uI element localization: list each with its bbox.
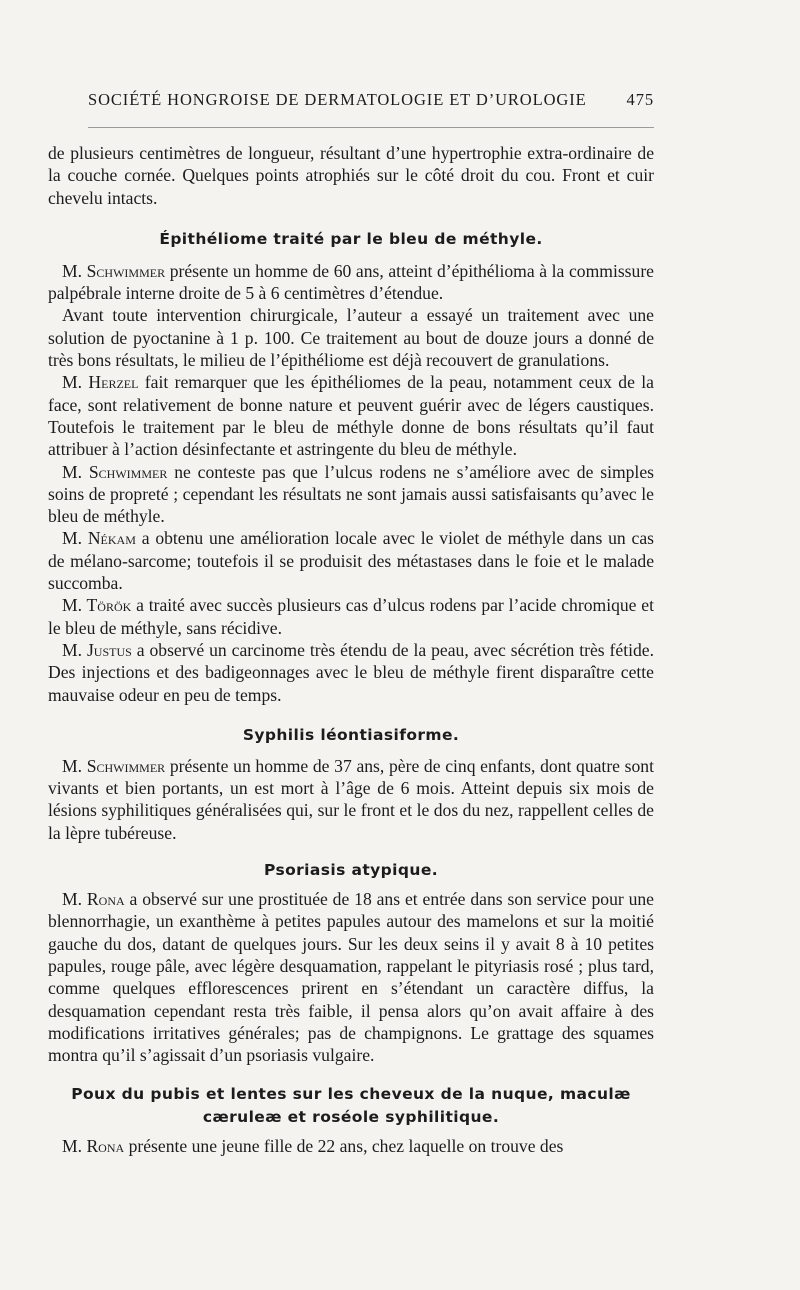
- paragraph: [48, 371, 654, 460]
- speaker-name: M. Schwimmer: [62, 755, 166, 776]
- section-heading: Psoriasis atypique.: [263, 861, 439, 880]
- paragraph: de plusieurs centimètres de longueur, résultant d’une hypertrophie extra-ordinaire de la couche cornée. Quelques points atrophiés sur le côté droit du cou. Front et cuir chevelu intacts.: [48, 143, 654, 208]
- paragraph: [48, 260, 654, 305]
- speaker-name: M. Justus: [62, 639, 132, 660]
- paragraph: [48, 888, 654, 1066]
- paragraph: [48, 527, 654, 594]
- section-heading: [48, 1083, 654, 1128]
- speaker-name: M. Rona: [62, 1136, 125, 1157]
- running-title: SOCIÉTÉ HONGROISE DE DERMATOLOGIE ET D’UROLOGIE: [88, 90, 587, 109]
- section-heading-line: Poux du pubis et lentes sur les cheveux de la nuque, maculæ: [71, 1085, 631, 1104]
- paragraph-text: a observé un carcinome très étendu de la peau, avec sécrétion très fétide. Des injections et des badigeonnages avec le bleu de méthyle firent disparaître cette mauvaise odeur en peu de temps.: [48, 639, 654, 705]
- speaker-name: M. Schwimmer: [62, 461, 168, 482]
- paragraph: [48, 461, 654, 528]
- paragraph-text: présente un homme de 37 ans, père de cinq enfants, dont quatre sont vivants et bien portants, un est mort à l’âge de 6 mois. Atteint depuis six mois de lésions syphilitiques généralisées qui, sur le front et le dos du nez, rappellent celles de la lèpre tubéreuse.: [48, 755, 654, 843]
- page-body: [48, 142, 654, 1158]
- paragraph-text: a observé sur une prostituée de 18 ans et entrée dans son service pour une blennorrhagie, un exanthème à petites papules autour des mamelons et sur la moitié gauche du dos, datant de quelques jours. Sur les deux seins il y avait 8 à 10 petites papules, rouge pâle, avec légère desquamation, rappelant le pityriasis rosé ; plus tard, comme quelques efflorescences prirent en s’étendant un caractère diffus, la desquamation cependant resta très faible, il pensa alors qu’on avait affaire à des modifications irritatives générales; pas de champignons. Le grattage des squames montra qu’il s’agissait d’un psoriasis vulgaire.: [48, 889, 654, 1066]
- section-heading: Syphilis léontiasiforme.: [242, 725, 460, 744]
- speaker-name: M. Nékam: [62, 528, 136, 549]
- paragraph-text: présente une jeune fille de 22 ans, chez laquelle on trouve des: [124, 1136, 564, 1157]
- paragraph-text: a obtenu une amélioration locale avec le violet de méthyle dans un cas de mélano-sarcome; toutefois il se produisit des métastases dans le foie et le malade succomba.: [48, 528, 654, 594]
- paragraph: [48, 594, 654, 639]
- paragraph: [48, 639, 654, 706]
- speaker-name: M. Török: [62, 595, 132, 616]
- running-header: [88, 90, 654, 114]
- paragraph-text: a traité avec succès plusieurs cas d’ulcus rodens par l’acide chromique et le bleu de méthyle, sans récidive.: [48, 595, 654, 638]
- paragraph-text: fait remarquer que les épithéliomes de la peau, notamment ceux de la face, sont relativement de bonne nature et peuvent guérir avec de légers caustiques. Toutefois le traitement par le bleu de méthyle donne de bons résultats qu’il faut attribuer à l’action désinfectante et astringente du bleu de méthyle.: [48, 372, 654, 460]
- speaker-name: M. Schwimmer: [62, 260, 166, 281]
- paragraph: [48, 1135, 654, 1157]
- section-heading: Épithéliome traité par le bleu de méthyle.: [159, 229, 543, 248]
- paragraph-text: présente un homme de 60 ans, atteint d’épithélioma à la commissure palpébrale interne droite de 5 à 6 centimètres d’étendue.: [48, 260, 654, 304]
- paragraph: Avant toute intervention chirurgicale, l’auteur a essayé un traitement avec une solution de pyoctanine à 1 p. 100. Ce traitement au bout de douze jours a donné de très bons résultats, le milieu de l’épithéliome est déjà recouvert de granulations.: [48, 305, 654, 371]
- paragraph-text: ne conteste pas que l’ulcus rodens ne s’améliore avec de simples soins de propreté ; cependant les résultats ne sont jamais aussi satisfaisants qu’avec le bleu de méthyle.: [48, 461, 654, 527]
- page-number: 475: [626, 90, 654, 109]
- paragraph: [48, 755, 654, 844]
- speaker-name: M. Rona: [62, 889, 125, 910]
- section-heading-line: cæruleæ et roséole syphilitique.: [202, 1107, 500, 1126]
- speaker-name: M. Herzel: [62, 372, 139, 393]
- header-rule: [88, 127, 654, 128]
